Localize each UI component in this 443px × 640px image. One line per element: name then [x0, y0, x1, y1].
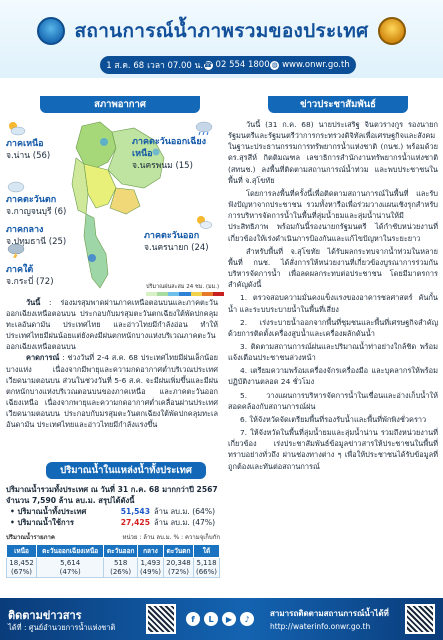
news-section-header: ข่าวประชาสัมพันธ์: [268, 96, 408, 113]
rain-spot-krabi: [88, 254, 96, 262]
rain-spot-nan: [100, 138, 108, 146]
th-north: เหนือ: [7, 545, 37, 558]
date-block: [106, 58, 203, 72]
line-icon[interactable]: L: [204, 612, 218, 626]
social-links: [186, 612, 254, 626]
news-item: 5. วางแผนการบริหารจัดการน้ำในเขื่อนและอ่างเก็บน้ำให้สอดคล้องกับสถานการณ์ฝน: [228, 390, 438, 411]
news-item: 3. ติดตามสถานการณ์ฝนและปริมาณน้ำท่าอย่างใกล้ชิด พร้อมแจ้งเตือนประชาชนล่วงหน้า: [228, 341, 438, 363]
footer: [0, 598, 443, 640]
td-south: 5,118 (66%): [194, 558, 220, 578]
news-paragraph: โดยการลงพื้นที่ครั้งนี้เพื่อติดตามสถานการณ์ในพื้นที่ และรับฟังปัญหาจากประชาชน รวมทั้งหารือเพื่อร่วมวางแผนเชิงรุกสำหรับการบริหารจัดการน้ำในพื้นที่ลุ่มน้ำยมและลุ่มน้ำน่านให้มีประสิทธิภาพ พร้อมกันนี้รองนายกรัฐมนตรี ได้กำชับหน่วยงานที่เกี่ยวข้องให้เร่งดำเนินการป้องกันและแก้ไขปัญหาในระยะยาว: [228, 188, 438, 243]
region-value: จ.กระบี่ (72): [6, 277, 54, 287]
row-label: • ปริมาณน้ำใช้การ: [10, 518, 74, 527]
website-link[interactable]: www.onwr.go.th: [282, 60, 350, 70]
weather-section-header: สภาพอากาศ: [40, 96, 200, 113]
phone-text: 02 554 1800: [215, 60, 270, 70]
news-item: 2. เร่งระบายน้ำออกจากพื้นที่ชุมชนและพื้นที่เศรษฐกิจสำคัญ ด้วยการติดตั้งเครื่องสูบน้ำและเครื่องผลักดันน้ำ: [228, 317, 438, 338]
title-row: [0, 16, 443, 46]
news-paragraph: สำหรับพื้นที่ จ.สุโขทัย ได้รับผลกระทบจากน้ำท่วมในหลายพื้นที่ กนช. ได้สั่งการให้หน่วยงานที่เกี่ยวข้องบูรณาการร่วมกันบริหารจัดการน้ำ เพื่อลดผลกระทบต่อประชาชน โดยมีมาตรการสำคัญดังนี้: [228, 246, 438, 290]
web-block[interactable]: [270, 60, 350, 70]
forecast-text: : ช่วงวันที่ 2-4 ส.ค. 68 ประเทศไทยมีฝนเล็กน้อยบางแห่ง เนื่องจากมีพายุและความกดอากาศต่ำบริเวณประเทศเวียดนามตอนบน ส่วนในช่วงวันที่ 5-6 ส.ค. จะมีฝนเพิ่มขึ้นและมีฝนตกหนักบางแห่งบริเวณตอนบนของภาคเหนือ และภาคตะวันออกเฉียงเหนือ เนื่องจากพายุและความกดอากาศต่ำเคลื่อนผ่านประเทศเวียดนามตอนบน ประกอบกับมรสุมตะวันตกเฉียงใต้พัดปกคลุมทะเลอันดามัน ประเทศไทยและอ่าวไทยมีกำลังแรงขึ้น: [6, 353, 218, 430]
qr-code-icon[interactable]: [405, 604, 435, 634]
globe-icon: ◍: [271, 61, 278, 69]
region-east: [144, 230, 209, 254]
th-east: ตะวันออก: [104, 545, 138, 558]
table-header-row: [7, 545, 220, 558]
news-item: 1. ตรวจสอบความมั่นคงแข็งแรงของอาคารชลศาสตร์ คันกั้นน้ำ และระบบระบายน้ำในพื้นที่เสี่ยง: [228, 293, 438, 314]
weather-today: [6, 297, 218, 352]
ministry-seal-icon: [378, 17, 406, 45]
row-value: 27,425: [120, 518, 150, 527]
today-label: วันนี้: [26, 298, 41, 307]
water-section-header: ปริมาณน้ำในแหล่งน้ำทั้งประเทศ: [46, 462, 206, 479]
region-name: ภาคตะวันออกเฉียงเหนือ: [132, 137, 207, 159]
region-value: จ.นครนายก (24): [144, 243, 209, 253]
map-south: [84, 214, 108, 288]
region-value: จ.กาญจนบุรี (6): [6, 207, 67, 217]
onwr-logo-icon: [37, 17, 65, 45]
row-unit: ล้าน ลบ.ม. (47%): [154, 518, 216, 527]
water-summary: [6, 484, 220, 578]
water-total-row: [6, 506, 220, 517]
regional-water-table: [6, 544, 220, 578]
rain-legend: [146, 283, 224, 293]
td-north: 18,452 (67%): [7, 558, 37, 578]
page-title: สถานการณ์น้ำภาพรวมของประเทศ: [74, 20, 369, 42]
region-name: ภาคตะวันตก: [6, 195, 57, 205]
table-title: ปริมาณน้ำรายภาค: [6, 534, 55, 541]
table-row: [7, 558, 220, 578]
table-unit-note: หน่วย : ล้าน ลบ.ม. % : ความจุเก็บกัก: [122, 534, 220, 541]
news-body: [228, 119, 438, 474]
sun-cloud-icon: [194, 214, 214, 230]
news-item: 6. ให้จังหวัดจัดเตรียมพื้นที่รองรับน้ำและพื้นที่พักพิงชั่วคราว: [240, 414, 427, 424]
water-headline: ปริมาณน้ำรวมทั้งประเทศ ณ วันที่ 31 ก.ค. 68 มากกว่าปี 2567: [6, 485, 218, 494]
region-west: [6, 194, 66, 218]
legend-title: ปริมาณฝนสะสม 24 ชม. (มม.): [146, 284, 220, 290]
map-east: [110, 188, 140, 214]
phone-block: [204, 60, 270, 70]
news-paragraph: วันนี้ (31 ก.ค. 68) นายประเสริฐ จินตวรางกูร รองนายกรัฐมนตรีและรัฐมนตรีว่าการกระทรวงดิจิทัลเพื่อเศรษฐกิจและสังคม ในฐานะประธานกรรมการทรัพยากรน้ำแห่งชาติ (กนช.) พร้อมด้วย ดร.สุรสีห์ กิตติมณฑล เลขาธิการสำนักงานทรัพยากรน้ำแห่งชาติ (สทนช.) ลงพื้นที่ติดตามสถานการณ์น้ำท่วม และพบประชาชนในพื้นที่ จ.สุโขทัย: [228, 120, 438, 185]
th-northeast: ตะวันออกเฉียงเหนือ: [37, 545, 104, 558]
forecast-label: คาดการณ์: [26, 353, 60, 363]
region-central: [6, 224, 66, 248]
legend-color-bar: [146, 292, 224, 296]
qr-code-icon[interactable]: [146, 604, 176, 634]
region-north: [6, 138, 50, 162]
footer-follow-title: ติดตามข่าวสาร: [8, 609, 82, 622]
region-name: ภาคใต้: [6, 265, 34, 275]
footer-follow-sub: ได้ที่ : ศูนย์อำนวยการน้ำแห่งชาติ: [8, 623, 116, 632]
waterinfo-link[interactable]: http://waterinfo.onwr.go.th: [270, 622, 371, 631]
cloud-icon: [6, 178, 26, 194]
th-south: ใต้: [194, 545, 220, 558]
region-value: จ.ปทุมธานี (25): [6, 237, 67, 247]
water-usable-row: [6, 517, 220, 528]
region-northeast: [132, 136, 217, 172]
table-caption: [6, 532, 220, 542]
td-central: 1,493 (49%): [137, 558, 163, 578]
weather-forecast: [6, 352, 218, 430]
region-value: จ.น่าน (56): [6, 151, 51, 161]
partly-cloudy-icon: [6, 120, 26, 136]
th-central: กลาง: [137, 545, 163, 558]
region-value: จ.นครพนม (15): [132, 161, 193, 171]
youtube-icon[interactable]: ▶: [222, 612, 236, 626]
time-text: เวลา 07.00 น.: [147, 61, 204, 71]
news-item: 7. ให้จังหวัดในพื้นที่ลุ่มน้ำยมและลุ่มน้ำน่าน รวมถึงหน่วยงานที่เกี่ยวข้อง เร่งประชาสัมพันธ์ข้อมูลข่าวสารให้ประชาชนในพื้นที่ทราบอย่างทั่วถึง ผ่านช่องทางต่าง ๆ เพื่อให้ประชาชนได้รับข้อมูลที่ถูกต้องและทันต่อสถานการณ์: [228, 428, 438, 471]
footer-track-title: สามารถติดตามสถานการณ์น้ำได้ที่: [270, 609, 389, 618]
tiktok-icon[interactable]: ♪: [240, 612, 254, 626]
td-northeast: 5,614 (47%): [37, 558, 104, 578]
row-value: 51,543: [120, 507, 150, 516]
weather-description: [6, 297, 218, 430]
region-name: ภาคตะวันออก: [144, 231, 200, 241]
info-bar: [100, 56, 356, 74]
today-text: : ร่องมรสุมพาดผ่านภาคเหนือตอนบนและภาคตะวันออกเฉียงเหนือตอนบน ประกอบกับมรสุมตะวันตกเฉียงใต้พัดปกคลุมทะเลอันดามัน ประเทศไทย และอ่าวไทยมีกำลังอ่อน ทำให้ประเทศไทยมีฝนน้อยแต่ยังคงมีฝนตกหนักบางแห่งบริเวณภาคตะวันออกเฉียงเหนือตอนบน: [6, 298, 218, 352]
region-south: [6, 264, 54, 288]
facebook-icon[interactable]: f: [186, 612, 200, 626]
th-west: ตะวันตก: [163, 545, 193, 558]
water-difference: จำนวน 7,590 ล้าน ลบ.ม. สรุปได้ดังนี้: [6, 496, 135, 505]
rain-cloud-icon: [194, 120, 214, 136]
phone-icon: ☎: [203, 61, 213, 69]
row-label: • ปริมาณน้ำทั้งประเทศ: [10, 507, 87, 516]
td-west: 20,348 (72%): [163, 558, 193, 578]
date-text: 1 ส.ค. 68: [106, 61, 145, 71]
weather-map: [4, 118, 217, 294]
map-north: [76, 122, 116, 168]
news-item: 4. เตรียมความพร้อมเครื่องจักรเครื่องมือ และบุคลากรให้พร้อมปฏิบัติงานตลอด 24 ชั่วโมง: [228, 366, 438, 387]
td-east: 518 (26%): [104, 558, 138, 578]
region-name: ภาคกลาง: [6, 225, 44, 235]
region-name: ภาคเหนือ: [6, 139, 44, 149]
row-unit: ล้าน ลบ.ม. (64%): [154, 507, 216, 516]
